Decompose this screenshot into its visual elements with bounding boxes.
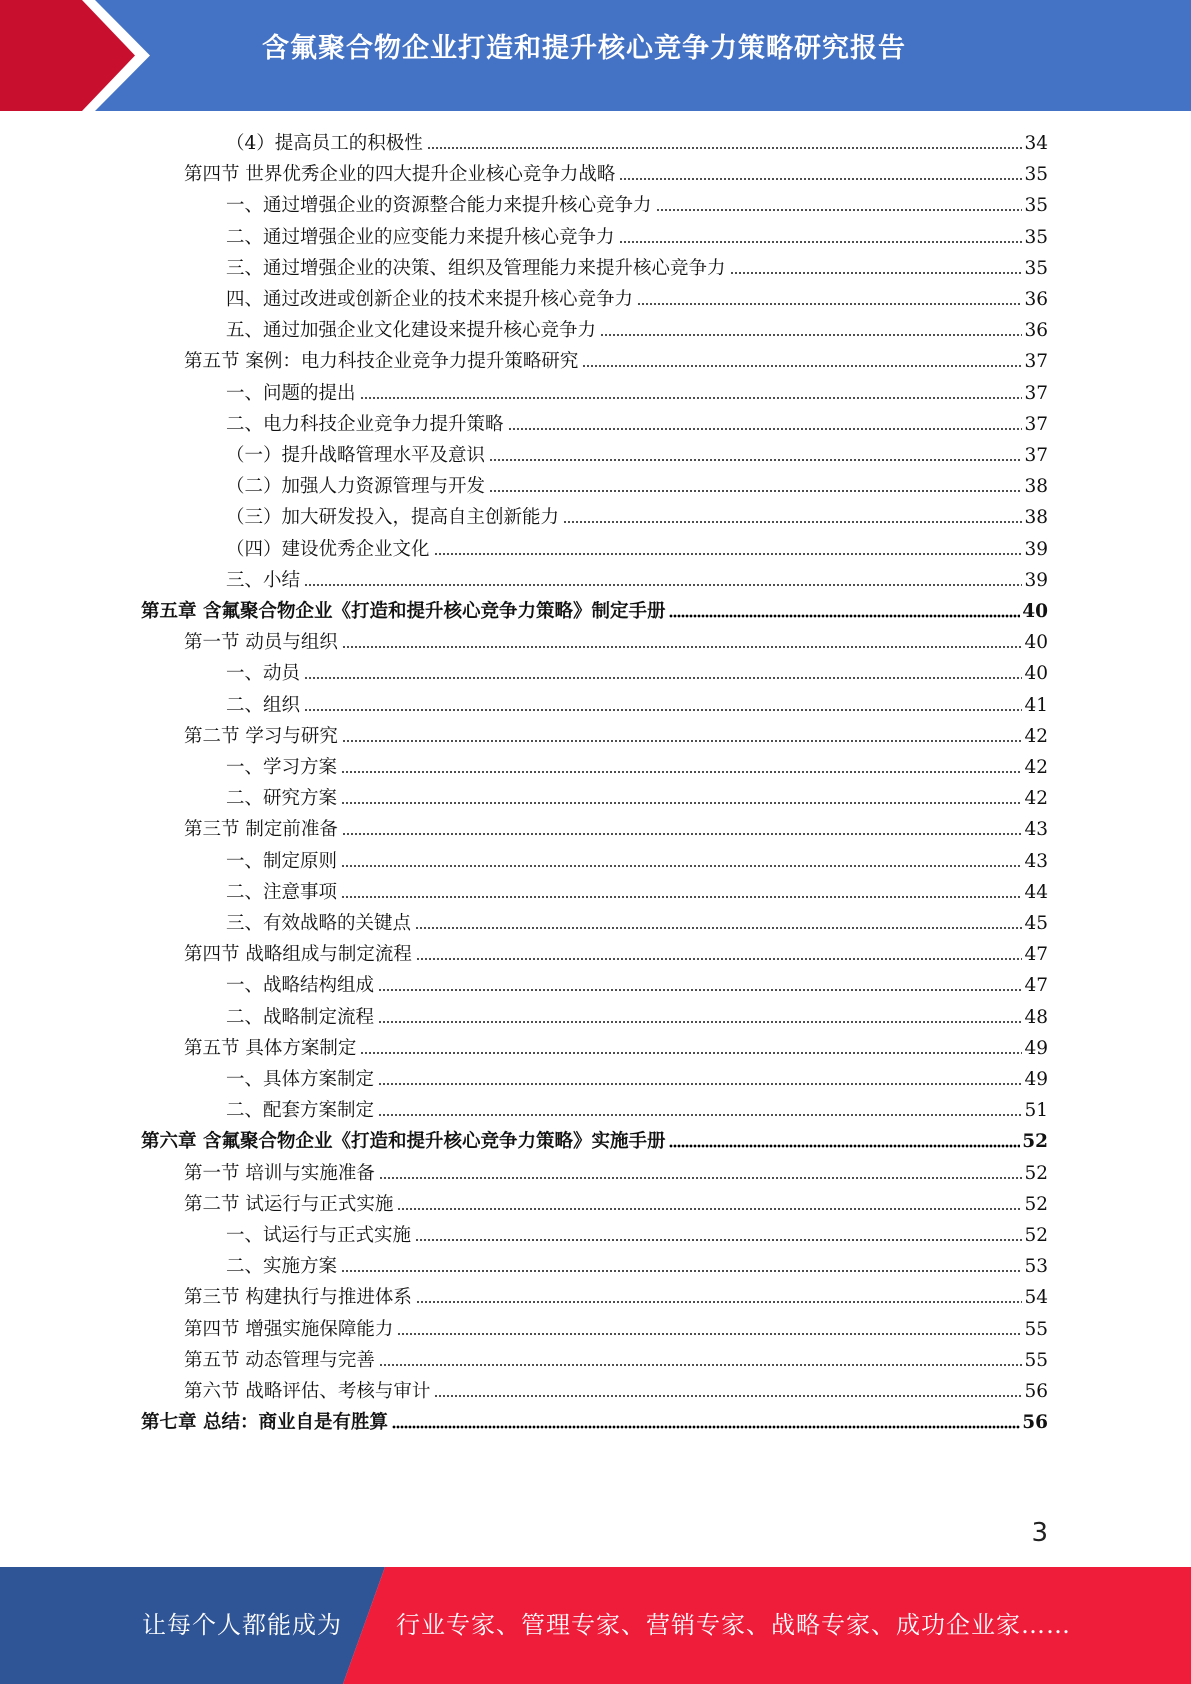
toc-entry-page: 45 <box>1024 913 1048 934</box>
toc-section-entry[interactable] <box>184 1033 1048 1064</box>
toc-section-entry[interactable] <box>184 1376 1048 1407</box>
toc-entry-page: 34 <box>1024 133 1048 154</box>
footer-slogan-right: 行业专家、管理专家、营销专家、战略专家、成功企业家…… <box>396 1611 1071 1639</box>
toc-entry-page: 49 <box>1024 1069 1048 1090</box>
toc-dot-leader <box>341 801 1022 805</box>
toc-dot-leader <box>341 1269 1022 1273</box>
toc-entry-page: 37 <box>1024 382 1048 404</box>
toc-entry-title: 三、有效战略的关键点 <box>226 913 412 934</box>
toc-section-entry[interactable] <box>184 1314 1048 1345</box>
toc-section-entry[interactable] <box>184 627 1048 658</box>
toc-entry-page: 36 <box>1024 289 1048 310</box>
toc-subsection-entry[interactable] <box>226 970 1048 1001</box>
toc-entry-title: 五、通过加强企业文化建设来提升核心竞争力 <box>226 320 597 342</box>
toc-section-entry[interactable] <box>184 1282 1048 1313</box>
toc-subsection-entry[interactable] <box>226 378 1048 409</box>
toc-section-entry[interactable] <box>184 1158 1048 1189</box>
toc-dot-leader <box>489 489 1022 493</box>
toc-dot-leader <box>508 427 1023 431</box>
toc-subsection-entry[interactable] <box>226 690 1048 721</box>
toc-dot-leader <box>342 832 1023 836</box>
toc-entry-title: 一、通过增强企业的资源整合能力来提升核心竞争力 <box>226 195 652 217</box>
toc-entry-title: 第五章 含氟聚合物企业《打造和提升核心竞争力策略》制定手册 <box>141 601 666 622</box>
page-number: 3 <box>1031 1518 1048 1548</box>
toc-subsection-entry[interactable] <box>226 222 1048 253</box>
toc-entry-page: 42 <box>1024 757 1048 778</box>
page-header <box>0 0 1191 111</box>
toc-subsection-entry[interactable] <box>226 877 1048 908</box>
toc-entry-page: 55 <box>1024 1349 1048 1371</box>
toc-dot-leader <box>656 208 1023 212</box>
toc-chapter-entry[interactable] <box>141 1126 1048 1157</box>
toc-dot-leader <box>434 1394 1022 1398</box>
toc-dot-leader <box>397 1207 1022 1211</box>
toc-entry-title: 第二节 试运行与正式实施 <box>184 1193 394 1215</box>
toc-entry-title: 一、战略结构组成 <box>226 975 375 997</box>
toc-entry-title: 二、电力科技企业竞争力提升策略 <box>226 413 504 435</box>
toc-dot-leader <box>378 1113 1022 1117</box>
toc-subsection-entry[interactable] <box>226 1064 1048 1095</box>
toc-entry-title: 二、注意事项 <box>226 881 338 903</box>
toc-entry-page: 52 <box>1024 1162 1048 1184</box>
toc-dot-leader <box>342 645 1023 649</box>
toc-dot-leader <box>416 957 1023 961</box>
toc-entry-page: 38 <box>1024 507 1048 529</box>
toc-subsection-entry[interactable] <box>226 908 1048 939</box>
toc-dot-leader <box>415 926 1022 930</box>
toc-dot-leader <box>600 333 1022 337</box>
toc-dot-leader <box>392 1425 1020 1429</box>
toc-entry-title: （三）加大研发投入，提高自主创新能力 <box>226 507 560 529</box>
toc-entry-page: 51 <box>1024 1100 1048 1122</box>
toc-entry-title: 第三节 构建执行与推进体系 <box>184 1287 412 1309</box>
toc-entry-page: 41 <box>1024 694 1048 716</box>
toc-subsection-entry[interactable] <box>226 1220 1048 1251</box>
toc-subsection-entry[interactable] <box>226 471 1048 502</box>
toc-subsection-entry[interactable] <box>226 502 1048 533</box>
toc-entry-title: 三、通过增强企业的决策、组织及管理能力来提升核心竞争力 <box>226 257 726 279</box>
toc-entry-page: 52 <box>1022 1131 1048 1153</box>
toc-dot-leader <box>434 552 1023 556</box>
toc-entry-title: 第五节 案例：电力科技企业竞争力提升策略研究 <box>184 351 579 373</box>
toc-dot-leader <box>397 1332 1022 1336</box>
toc-entry-page: 56 <box>1022 1412 1048 1434</box>
toc-section-entry[interactable] <box>184 814 1048 845</box>
toc-entry-title: 第四节 战略组成与制定流程 <box>184 944 412 966</box>
toc-dot-leader <box>619 240 1023 244</box>
toc-dot-leader <box>416 1300 1023 1304</box>
toc-entry-title: 第七章 总结：商业自是有胜算 <box>141 1412 388 1434</box>
toc-entry-page: 35 <box>1024 164 1048 186</box>
toc-entry-title: 二、战略制定流程 <box>226 1006 375 1028</box>
toc-dot-leader <box>341 895 1022 899</box>
toc-subsection-entry[interactable] <box>226 253 1048 284</box>
toc-entry-title: 二、组织 <box>226 694 301 716</box>
toc-dot-leader <box>730 271 1023 275</box>
toc-entry-page: 37 <box>1024 445 1048 466</box>
toc-dot-leader <box>669 614 1020 618</box>
toc-section-entry[interactable] <box>184 721 1048 752</box>
toc-entry-page: 56 <box>1024 1381 1048 1402</box>
toc-entry-page: 39 <box>1024 538 1048 560</box>
header-red-chevron <box>0 0 160 111</box>
toc-dot-leader <box>427 146 1023 150</box>
toc-entry-page: 44 <box>1024 881 1048 903</box>
toc-entry-title: （二）加强人力资源管理与开发 <box>226 476 486 498</box>
toc-entry-page: 40 <box>1024 632 1048 654</box>
toc-entry-page: 35 <box>1024 226 1048 248</box>
toc-subsection-entry[interactable] <box>226 409 1048 440</box>
toc-entry-title: 第一节 培训与实施准备 <box>184 1162 375 1184</box>
toc-entry-title: 第六节 战略评估、考核与审计 <box>184 1381 431 1402</box>
toc-entry-page: 37 <box>1024 413 1048 435</box>
toc-entry-title: 二、通过增强企业的应变能力来提升核心竞争力 <box>226 226 615 248</box>
toc-dot-leader <box>341 770 1022 774</box>
toc-entry-title: 第一节 动员与组织 <box>184 632 338 654</box>
toc-entry-page: 43 <box>1024 850 1048 872</box>
toc-dot-leader <box>360 396 1023 400</box>
toc-entry-page: 54 <box>1024 1287 1048 1309</box>
toc-entry-title: （四）建设优秀企业文化 <box>226 538 430 560</box>
toc-section-entry[interactable] <box>184 1189 1048 1220</box>
toc-entry-page: 43 <box>1024 819 1048 841</box>
toc-entry-page: 42 <box>1024 788 1048 810</box>
toc-subsection-entry[interactable] <box>226 534 1048 565</box>
toc-dot-leader <box>415 1238 1022 1242</box>
toc-entry-page: 42 <box>1024 725 1048 747</box>
toc-section-entry[interactable] <box>184 1345 1048 1376</box>
toc-subsection-entry[interactable] <box>226 440 1048 471</box>
toc-subsection-entry[interactable] <box>226 846 1048 877</box>
toc-subsection-entry[interactable] <box>226 783 1048 814</box>
toc-entry-page: 47 <box>1024 944 1048 966</box>
toc-entry-title: 第二节 学习与研究 <box>184 725 338 747</box>
toc-dot-leader <box>360 1051 1022 1055</box>
toc-dot-leader <box>379 1363 1023 1367</box>
toc-subsection-entry[interactable] <box>226 1095 1048 1126</box>
toc-dot-leader <box>619 177 1022 181</box>
page-footer <box>0 1567 1191 1684</box>
toc-dot-leader <box>304 708 1022 712</box>
toc-entry-title: 第五节 具体方案制定 <box>184 1037 357 1059</box>
toc-dot-leader <box>582 364 1022 368</box>
toc-dot-leader <box>637 302 1022 306</box>
toc-entry-page: 36 <box>1024 320 1048 342</box>
toc-entry-title: （一）提升战略管理水平及意识 <box>226 445 486 466</box>
toc-subsection-entry[interactable] <box>226 128 1048 159</box>
toc-entry-page: 49 <box>1024 1037 1048 1059</box>
toc-entry-title: 二、研究方案 <box>226 788 338 810</box>
toc-dot-leader <box>378 1020 1022 1024</box>
toc-entry-page: 40 <box>1024 663 1048 685</box>
toc-entry-title: 一、学习方案 <box>226 757 338 778</box>
toc-dot-leader <box>378 1082 1022 1086</box>
toc-entry-title: 二、配套方案制定 <box>226 1100 375 1122</box>
toc-entry-title: 第三节 制定前准备 <box>184 819 338 841</box>
toc-dot-leader <box>341 864 1022 868</box>
toc-section-entry[interactable] <box>184 159 1048 190</box>
toc-section-entry[interactable] <box>184 346 1048 377</box>
toc-subsection-entry[interactable] <box>226 284 1048 315</box>
toc-entry-page: 52 <box>1024 1193 1048 1215</box>
toc-entry-page: 47 <box>1024 975 1048 997</box>
toc-entry-page: 52 <box>1024 1225 1048 1246</box>
toc-entry-title: 二、实施方案 <box>226 1256 338 1278</box>
toc-subsection-entry[interactable] <box>226 658 1048 689</box>
toc-chapter-entry[interactable] <box>141 1407 1048 1438</box>
toc-dot-leader <box>669 1144 1020 1148</box>
toc-subsection-entry[interactable] <box>226 1002 1048 1033</box>
toc-entry-title: （4）提高员工的积极性 <box>226 133 423 154</box>
toc-entry-page: 40 <box>1022 601 1048 622</box>
toc-dot-leader <box>379 1176 1023 1180</box>
toc-entry-title: 四、通过改进或创新企业的技术来提升核心竞争力 <box>226 289 634 310</box>
toc-entry-title: 一、具体方案制定 <box>226 1069 375 1090</box>
toc-subsection-entry[interactable] <box>226 1251 1048 1282</box>
header-title: 含氟聚合物企业打造和提升核心竞争力策略研究报告 <box>262 33 906 64</box>
toc-dot-leader <box>563 520 1022 524</box>
toc-entry-title: 第四节 世界优秀企业的四大提升企业核心竞争力战略 <box>184 164 616 186</box>
toc-dot-leader <box>342 739 1023 743</box>
toc-entry-title: 三、小结 <box>226 569 301 591</box>
toc-subsection-entry[interactable] <box>226 190 1048 221</box>
toc-entry-title: 一、问题的提出 <box>226 382 356 404</box>
footer-slogan-left: 让每个人都能成为 <box>142 1611 342 1639</box>
toc-subsection-entry[interactable] <box>226 565 1048 596</box>
toc-entry-title: 一、试运行与正式实施 <box>226 1225 412 1246</box>
toc-entry-page: 39 <box>1024 569 1048 591</box>
toc-dot-leader <box>378 988 1022 992</box>
toc-chapter-entry[interactable] <box>141 596 1048 627</box>
toc-dot-leader <box>304 676 1022 680</box>
toc-entry-page: 35 <box>1024 195 1048 217</box>
toc-entry-title: 一、制定原则 <box>226 850 338 872</box>
toc-entry-page: 37 <box>1024 351 1048 373</box>
toc-entry-page: 48 <box>1024 1006 1048 1028</box>
toc-entry-page: 35 <box>1024 257 1048 279</box>
toc-dot-leader <box>304 583 1022 587</box>
toc-entry-page: 55 <box>1024 1318 1048 1340</box>
toc-entry-page: 53 <box>1024 1256 1048 1278</box>
toc-dot-leader <box>489 458 1022 462</box>
toc-entry-page: 38 <box>1024 476 1048 498</box>
toc-section-entry[interactable] <box>184 939 1048 970</box>
toc-entry-title: 第六章 含氟聚合物企业《打造和提升核心竞争力策略》实施手册 <box>141 1131 666 1153</box>
toc-entry-title: 一、动员 <box>226 663 301 685</box>
toc-entry-title: 第五节 动态管理与完善 <box>184 1349 375 1371</box>
toc-entry-title: 第四节 增强实施保障能力 <box>184 1318 394 1340</box>
toc-subsection-entry[interactable] <box>226 315 1048 346</box>
toc-subsection-entry[interactable] <box>226 752 1048 783</box>
